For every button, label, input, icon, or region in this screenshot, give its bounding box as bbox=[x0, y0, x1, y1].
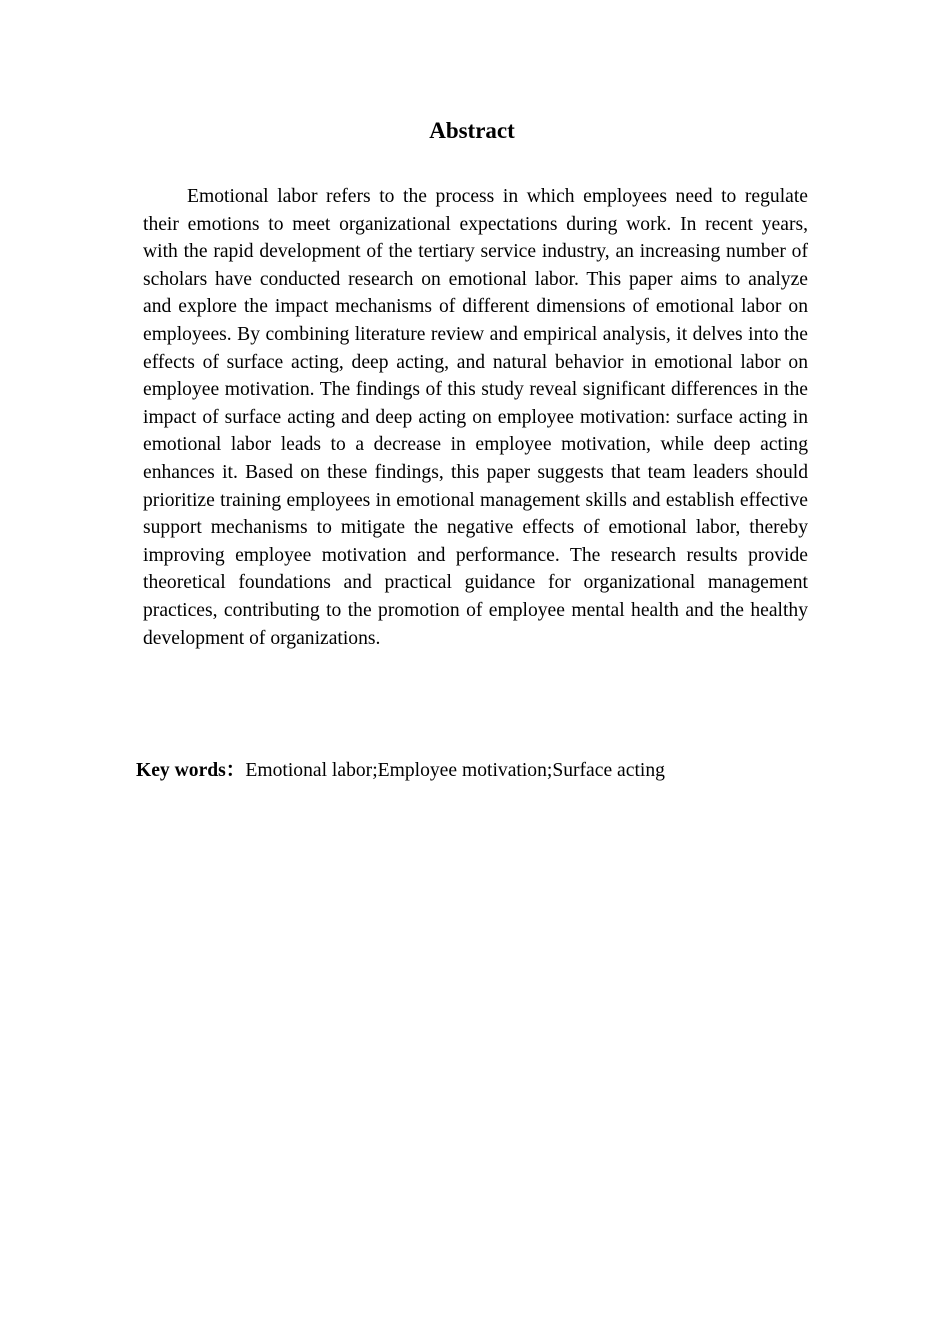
abstract-heading: Abstract bbox=[429, 118, 515, 143]
abstract-paragraph: Emotional labor refers to the process in which employees need to regulate their emotions to meet organizational expectations during work. In recent years, with the rapid development of the tertiary service industry, an increasing number of scholars have conducted research on emotional labor. This paper aims to analyze and explore the impact mechanisms of different dimensions of emotional labor on employees. By combining literature review and empirical analysis, it delves into the effects of surface acting, deep acting, and natural behavior in emotional labor on employee motivation. The findings of this study reveal significant differences in the impact of surface acting and deep acting on employee motivation: surface acting in emotional labor leads to a decrease in employee motivation, while deep acting enhances it. Based on these findings, this paper suggests that team leaders should prioritize training employees in emotional management skills and establish effective support mechanisms to mitigate the negative effects of emotional labor, thereby improving employee motivation and performance. The research results provide theoretical foundations and practical guidance for organizational management practices, contributing to the promotion of employee mental health and the healthy development of organizations. bbox=[143, 186, 808, 649]
keywords-label: Key words： bbox=[136, 760, 246, 781]
keywords-line bbox=[136, 757, 836, 785]
keywords-value: Emotional labor;Employee motivation;Surface acting bbox=[245, 760, 665, 781]
